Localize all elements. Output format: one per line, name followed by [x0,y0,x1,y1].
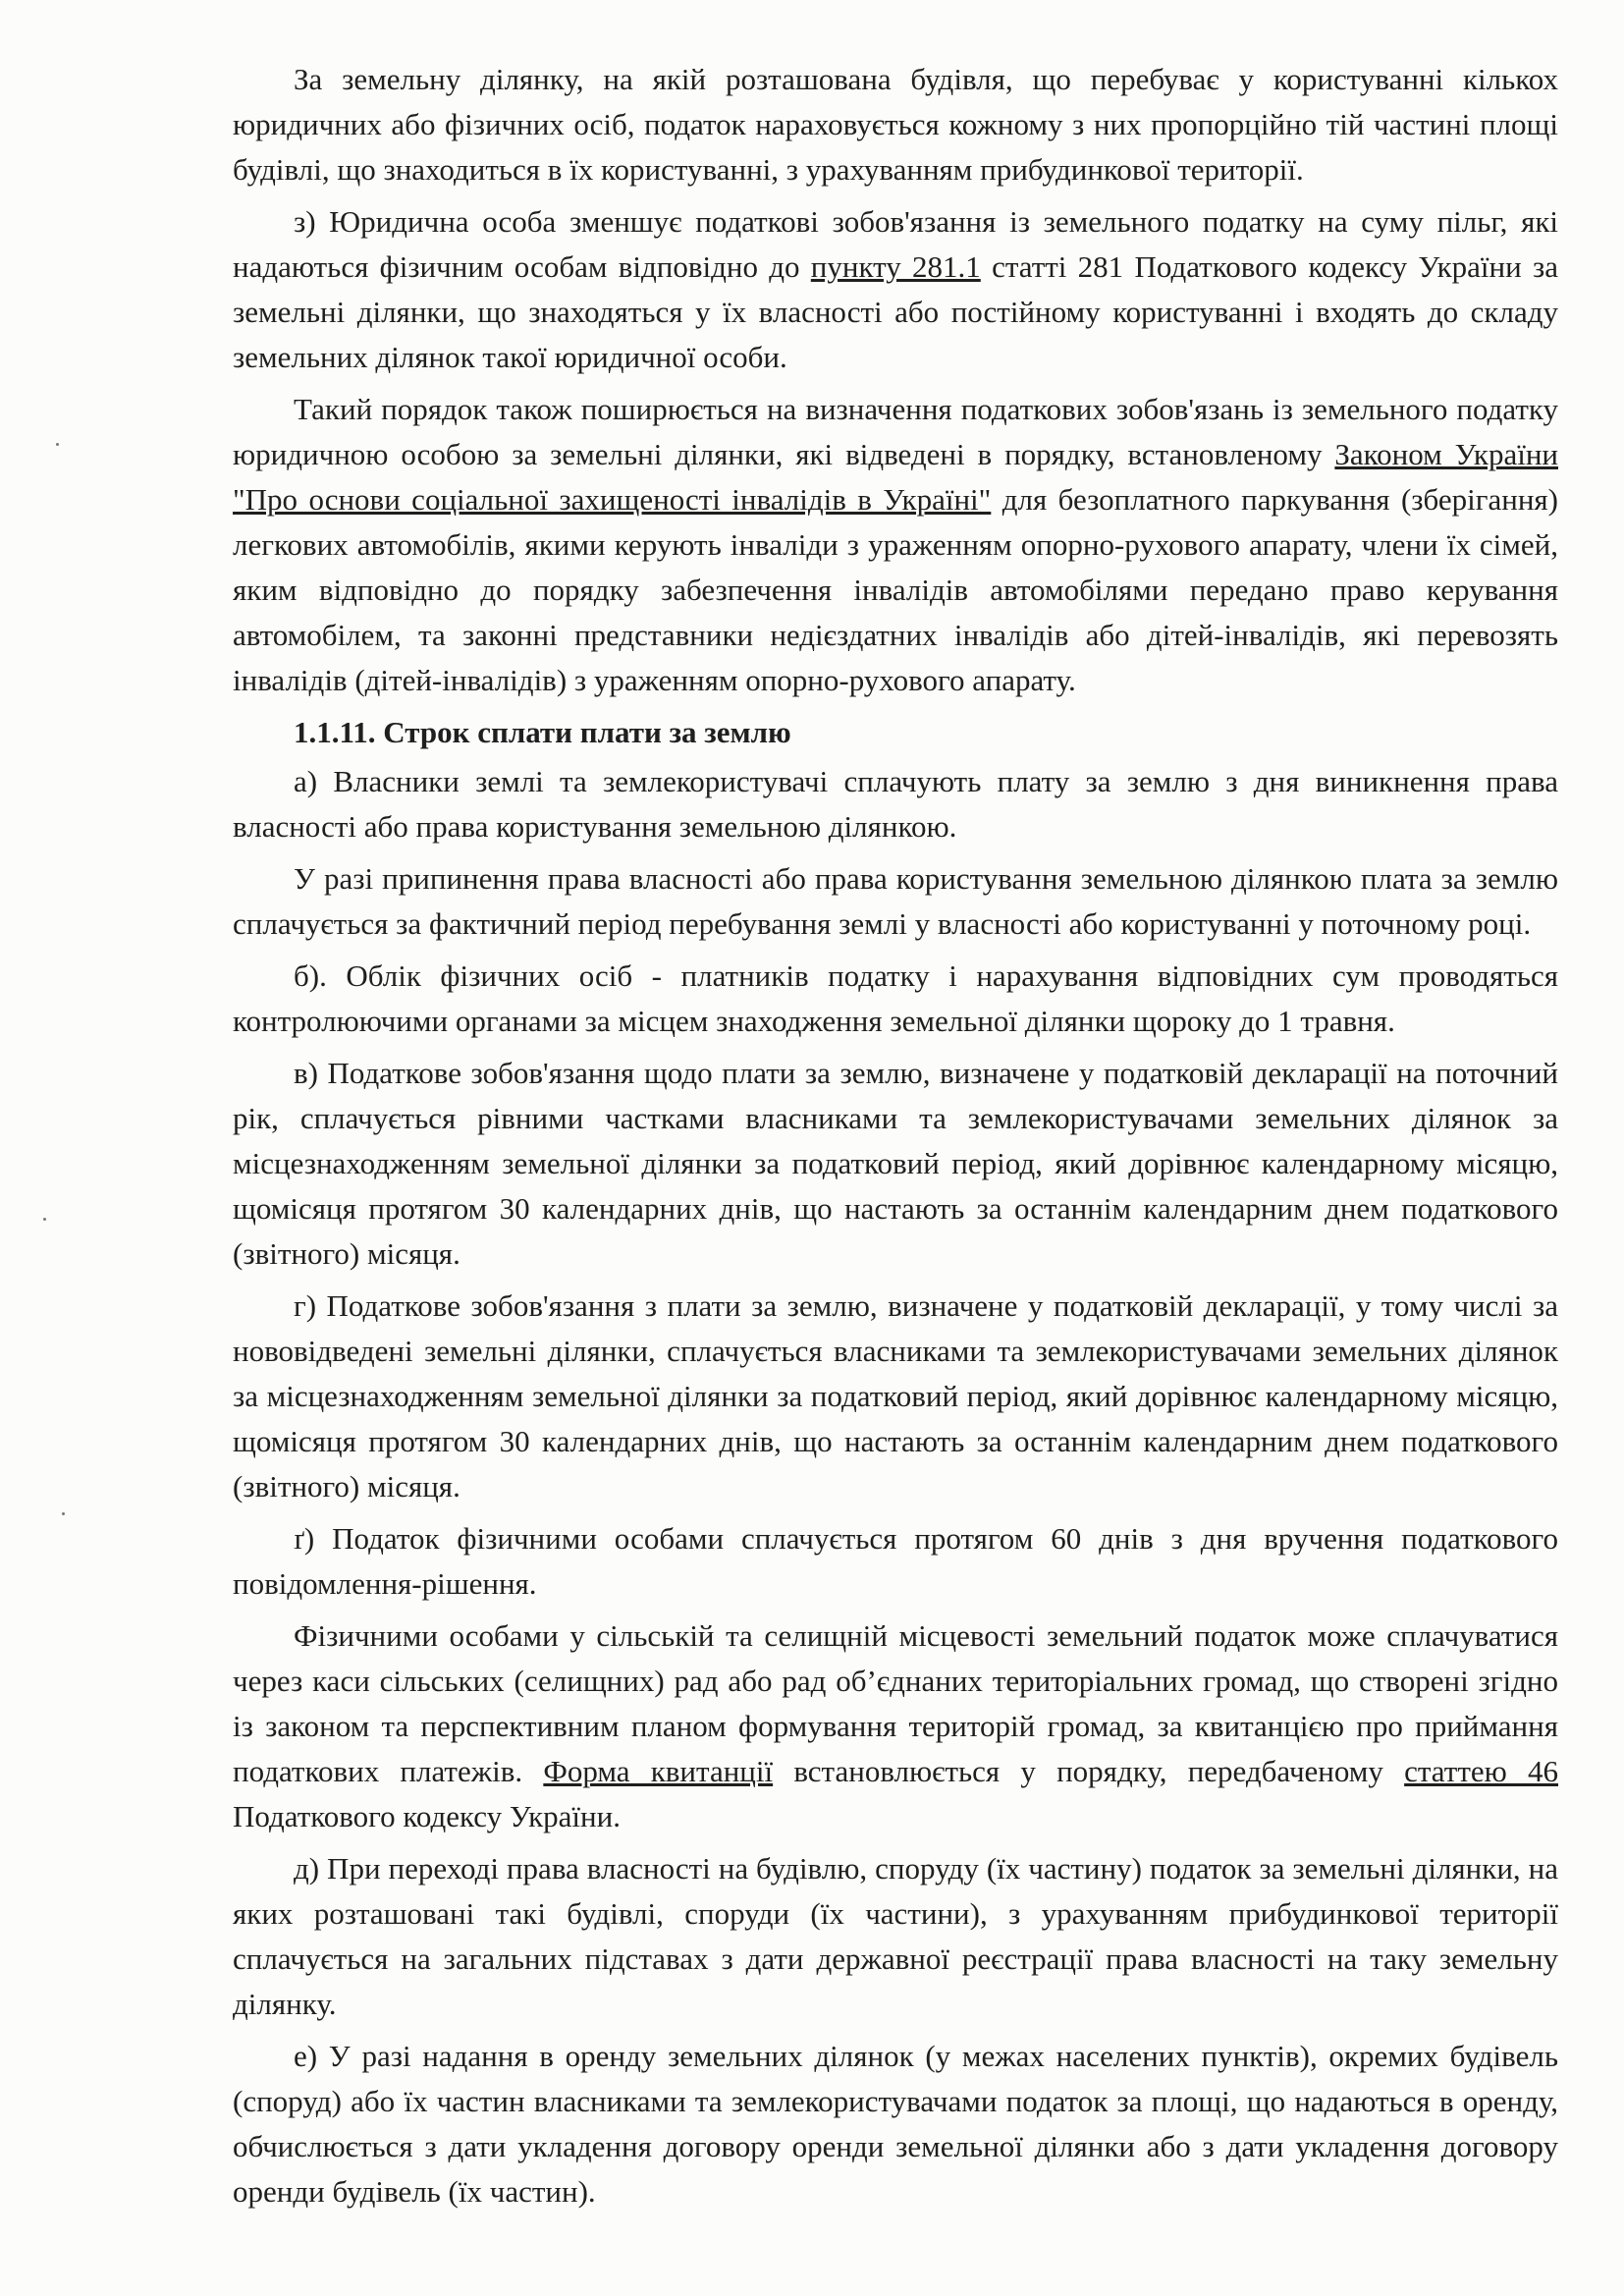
scan-speck [43,1218,46,1221]
paragraph-text: з) Юридична особа зменшує податкові зобов'язання із земельного податку на суму пільг, які надаються фізичним особам відповідно до [233,204,1558,284]
paragraph-e-lease: е) У разі надання в оренду земельних ділянок (у межах населених пунктів), окремих будівель (споруд) або їх частин власниками та землекористувачами податок за площі, що надаються в оренду, обчислюється з дати укладення договору оренди земельної ділянки або з дати укладення договору оренди будівель (їх частин). [233,2039,1558,2209]
paragraph-text: для безоплатного паркування (зберігання) легкових автомобілів, якими керують інваліди з ураженням опорно-рухового апарату, члени їх сімей, яким відповідно до порядку забезпечення інвалідів автомобілями передано право керування автомобілем, та законні представники недієздатних інвалідів або дітей-інвалідів, які перевозять інвалідів (дітей-інвалідів) з ураженням опорно-рухового апарату. [233,482,1559,697]
paragraph-disabled-parking [233,387,1558,703]
link-receipt-form[interactable]: Форма квитанції [543,1754,774,1788]
link-law-disabled-protection[interactable]: Законом України "Про основи соціальної захищеності інвалідів в Україні" [233,437,1558,517]
paragraph-termination-of-rights: У разі припинення права власності або права користування земельною ділянкою плата за землю сплачується за фактичний період перебування землі у власності або користуванні у поточному році. [233,861,1558,941]
paragraph-text: Такий порядок також поширюється на визначення податкових зобов'язань із земельного податку юридичною особою за земельні ділянки, які відведені в порядку, встановленому [233,392,1558,471]
link-clause-281-1[interactable]: пункту 281.1 [810,249,981,284]
paragraph-d-ownership-transfer: д) При переході права власності на будівлю, споруду (їх частину) податок за земельні ділянки, на яких розташовані такі будівлі, споруди (їх частини), з урахуванням прибудинкової території сплачується на загальних підставах з дати державної реєстрації права власності на таку земельну ділянку. [233,1851,1558,2021]
paragraph-rural-cash-desks [233,1613,1558,1839]
scan-speck [62,1512,65,1515]
paragraph-text: Податкового кодексу України. [233,1799,621,1833]
paragraph-v-monthly-payment: в) Податкове зобов'язання щодо плати за землю, визначене у податковій декларації на поточний рік, сплачується рівними частками власниками та землекористувачами земельних ділянок за місцезнаходженням земельної ділянки за податковий період, який дорівнює календарному місяцю, щомісяця протягом 30 календарних днів, що настають за останнім календарним днем податкового (звітного) місяця. [233,1056,1558,1271]
paragraph-g-new-plots-payment: г) Податкове зобов'язання з плати за землю, визначене у податковій декларації, у тому числі за нововідведені земельні ділянки, сплачується власниками та землекористувачами земельних ділянок за місцезнаходженням земельної ділянки за податковий період, який дорівнює календарному місяцю, щомісяця протягом 30 календарних днів, що настають за останнім календарним днем податкового (звітного) місяця. [233,1288,1558,1503]
scan-speck [56,443,59,446]
paragraph-a-owners-pay: а) Власники землі та землекористувачі сплачують плату за землю з дня виникнення права власності або права користування земельною ділянкою. [233,764,1558,844]
paragraph-text: встановлюється у порядку, передбаченому [773,1754,1405,1788]
paragraph-text: статті 281 Податкового кодексу України за земельні ділянки, що знаходяться у їх власності або постійному користуванні і входять до складу земельних ділянок такої юридичної особи. [233,249,1558,374]
section-heading-payment-term: 1.1.11. Строк сплати плати за землю [294,715,791,749]
paragraph-g2-60-days: ґ) Податок фізичними особами сплачується протягом 60 днів з дня вручення податкового повідомлення-рішення. [233,1521,1558,1601]
paragraph-text: Фізичними особами у сільській та селищній місцевості земельний податок може сплачуватися через каси сільських (селищних) рад або рад об’єднаних територіальних громад, що створені згідно із законом та перспективним планом формування територій громад, за квитанцією про приймання податкових платежів. [233,1618,1558,1788]
document-body [233,57,1558,2221]
link-article-46[interactable]: статтею 46 [1404,1754,1558,1788]
paragraph-b-individuals-accounting: б). Облік фізичних осіб - платників податку і нарахування відповідних сум проводяться контролюючими органами за місцем знаходження земельної ділянки щороку до 1 травня. [233,958,1558,1038]
paragraph-shared-building-tax: За земельну ділянку, на якій розташована будівля, що перебуває у користуванні кількох юридичних або фізичних осіб, податок нараховується кожному з них пропорційно тій частині площі будівлі, що знаходиться в їх користуванні, з урахуванням прибудинкової території. [233,62,1558,187]
paragraph-z-legal-entity-benefits [233,199,1558,380]
